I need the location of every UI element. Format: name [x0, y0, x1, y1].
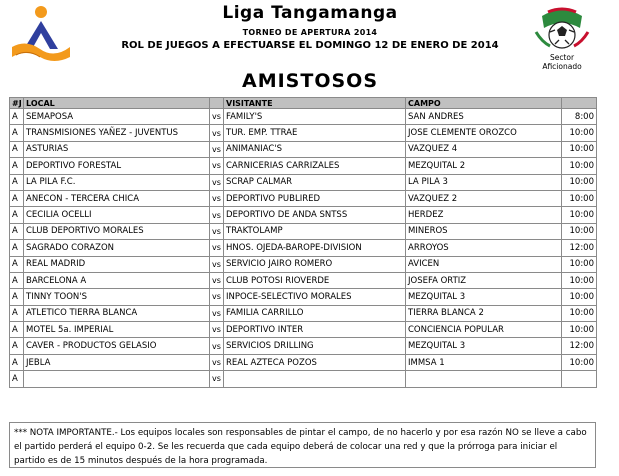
cell-local: CLUB DEPORTIVO MORALES [24, 223, 210, 239]
cell-visitante: SERVICIOS DRILLING [224, 338, 406, 354]
cell-visitante: FAMILY'S [224, 109, 406, 125]
cell-vs: vs [210, 289, 224, 305]
cell-group: A [10, 289, 24, 305]
cell-campo: LA PILA 3 [406, 174, 562, 190]
cell-group: A [10, 141, 24, 157]
cell-group: A [10, 354, 24, 370]
cell-vs: vs [210, 158, 224, 174]
cell-campo: ARROYOS [406, 240, 562, 256]
table-row [10, 289, 597, 305]
cell-visitante: HNOS. OJEDA-BAROPE-DIVISION [224, 240, 406, 256]
cell-hora: 10:00 [562, 322, 597, 338]
cell-campo: VAZQUEZ 4 [406, 141, 562, 157]
cell-group: A [10, 272, 24, 288]
table-row [10, 272, 597, 288]
tournament-subtitle: TORNEO DE APERTURA 2014 [242, 28, 378, 37]
cell-hora: 12:00 [562, 240, 597, 256]
sector-line-1: Sector [549, 53, 575, 62]
col-header-visitante: VISITANTE [224, 98, 406, 109]
cell-local: JEBLA [24, 354, 210, 370]
cell-local: CAVER - PRODUCTOS GELASIO [24, 338, 210, 354]
cell-local [24, 371, 210, 387]
cell-vs: vs [210, 338, 224, 354]
cell-vs: vs [210, 354, 224, 370]
cell-group: A [10, 322, 24, 338]
cell-group: A [10, 305, 24, 321]
cell-group: A [10, 371, 24, 387]
cell-campo: IMMSA 1 [406, 354, 562, 370]
cell-visitante: ANIMANIAC'S [224, 141, 406, 157]
cell-visitante: SCRAP CALMAR [224, 174, 406, 190]
cell-visitante: TUR. EMP. TTRAE [224, 125, 406, 141]
cell-local: ASTURIAS [24, 141, 210, 157]
cell-visitante [224, 371, 406, 387]
table-row [10, 338, 597, 354]
cell-group: A [10, 240, 24, 256]
cell-local: MOTEL 5a. IMPERIAL [24, 322, 210, 338]
cell-visitante: SERVICIO JAIRO ROMERO [224, 256, 406, 272]
cell-group: A [10, 109, 24, 125]
cell-visitante: INPOCE-SELECTIVO MORALES [224, 289, 406, 305]
cell-campo: JOSE CLEMENTE OROZCO [406, 125, 562, 141]
cell-hora: 10:00 [562, 190, 597, 206]
cell-local: ATLETICO TIERRA BLANCA [24, 305, 210, 321]
cell-campo: MEZQUITAL 3 [406, 338, 562, 354]
cell-group: A [10, 190, 24, 206]
cell-vs: vs [210, 207, 224, 223]
league-logo [10, 3, 72, 65]
cell-campo: JOSEFA ORTIZ [406, 272, 562, 288]
cell-local: TINNY TOON'S [24, 289, 210, 305]
fixtures-body [10, 109, 597, 388]
cell-vs: vs [210, 371, 224, 387]
cell-group: A [10, 174, 24, 190]
sector-label [528, 53, 596, 71]
table-row [10, 158, 597, 174]
cell-hora: 12:00 [562, 338, 597, 354]
table-row [10, 223, 597, 239]
cell-vs: vs [210, 109, 224, 125]
cell-local: CECILIA OCELLI [24, 207, 210, 223]
cell-group: A [10, 158, 24, 174]
cell-local: REAL MADRID [24, 256, 210, 272]
cell-hora: 10:00 [562, 272, 597, 288]
cell-vs: vs [210, 305, 224, 321]
cell-local: TRANSMISIONES YAÑEZ - JUVENTUS [24, 125, 210, 141]
table-row [10, 322, 597, 338]
cell-vs: vs [210, 256, 224, 272]
cell-local: DEPORTIVO FORESTAL [24, 158, 210, 174]
col-header-hora [562, 98, 597, 109]
cell-hora: 10:00 [562, 256, 597, 272]
table-row [10, 371, 597, 387]
cell-local: BARCELONA A [24, 272, 210, 288]
cell-local: SAGRADO CORAZON [24, 240, 210, 256]
cell-vs: vs [210, 125, 224, 141]
cell-hora: 10:00 [562, 223, 597, 239]
table-row [10, 256, 597, 272]
table-row [10, 174, 597, 190]
table-row [10, 125, 597, 141]
cell-campo: CONCIENCIA POPULAR [406, 322, 562, 338]
cell-visitante: DEPORTIVO DE ANDA SNTSS [224, 207, 406, 223]
cell-visitante: TRAKTOLAMP [224, 223, 406, 239]
col-header-group: #J [10, 98, 24, 109]
cell-hora [562, 371, 597, 387]
cell-vs: vs [210, 272, 224, 288]
table-row [10, 240, 597, 256]
cell-visitante: DEPORTIVO PUBLIRED [224, 190, 406, 206]
cell-visitante: CLUB POTOSI RIOVERDE [224, 272, 406, 288]
cell-campo [406, 371, 562, 387]
cell-hora: 10:00 [562, 354, 597, 370]
cell-group: A [10, 256, 24, 272]
cell-campo: AVICEN [406, 256, 562, 272]
cell-group: A [10, 207, 24, 223]
cell-vs: vs [210, 322, 224, 338]
col-header-campo: CAMPO [406, 98, 562, 109]
cell-group: A [10, 125, 24, 141]
cell-campo: SAN ANDRES [406, 109, 562, 125]
col-header-vs [210, 98, 224, 109]
cell-campo: MEZQUITAL 3 [406, 289, 562, 305]
cell-hora: 10:00 [562, 305, 597, 321]
sector-line-2: Aficionado [542, 62, 582, 71]
cell-campo: MEZQUITAL 2 [406, 158, 562, 174]
cell-group: A [10, 338, 24, 354]
table-header-row [10, 98, 597, 109]
cell-vs: vs [210, 190, 224, 206]
cell-vs: vs [210, 141, 224, 157]
table-row [10, 354, 597, 370]
table-row [10, 305, 597, 321]
cell-hora: 10:00 [562, 158, 597, 174]
cell-group: A [10, 223, 24, 239]
cell-hora: 10:00 [562, 125, 597, 141]
cell-visitante: CARNICERIAS CARRIZALES [224, 158, 406, 174]
section-title: AMISTOSOS [242, 70, 378, 92]
cell-vs: vs [210, 240, 224, 256]
cell-visitante: FAMILIA CARRILLO [224, 305, 406, 321]
cell-vs: vs [210, 174, 224, 190]
cell-hora: 10:00 [562, 141, 597, 157]
cell-visitante: DEPORTIVO INTER [224, 322, 406, 338]
table-row [10, 207, 597, 223]
cell-campo: VAZQUEZ 2 [406, 190, 562, 206]
league-title: Liga Tangamanga [222, 3, 398, 23]
cell-vs: vs [210, 223, 224, 239]
cell-local: SEMAPOSA [24, 109, 210, 125]
cell-campo: TIERRA BLANCA 2 [406, 305, 562, 321]
cell-local: ANECON - TERCERA CHICA [24, 190, 210, 206]
schedule-date: ROL DE JUEGOS A EFECTUARSE EL DOMINGO 12 DE ENERO DE 2014 [121, 40, 499, 51]
cell-hora: 8:00 [562, 109, 597, 125]
cell-campo: HERDEZ [406, 207, 562, 223]
cell-visitante: REAL AZTECA POZOS [224, 354, 406, 370]
cell-local: LA PILA F.C. [24, 174, 210, 190]
important-note: *** NOTA IMPORTANTE.- Los equipos locales son responsables de pintar el campo, de no hacerlo y por esa razón NO se lleve a cabo el partido perderá el equipo 0-2. Se les recuerda que cada equipo deberá de colocar una red y que la prórroga para iniciar el partido es de 15 minutos después de la hora programada. [9, 422, 596, 468]
table-row [10, 141, 597, 157]
table-row [10, 190, 597, 206]
col-header-local: LOCAL [24, 98, 210, 109]
cell-campo: MINEROS [406, 223, 562, 239]
cell-hora: 10:00 [562, 289, 597, 305]
table-row [10, 109, 597, 125]
cell-hora: 10:00 [562, 174, 597, 190]
fixtures-table [9, 97, 597, 388]
cell-hora: 10:00 [562, 207, 597, 223]
